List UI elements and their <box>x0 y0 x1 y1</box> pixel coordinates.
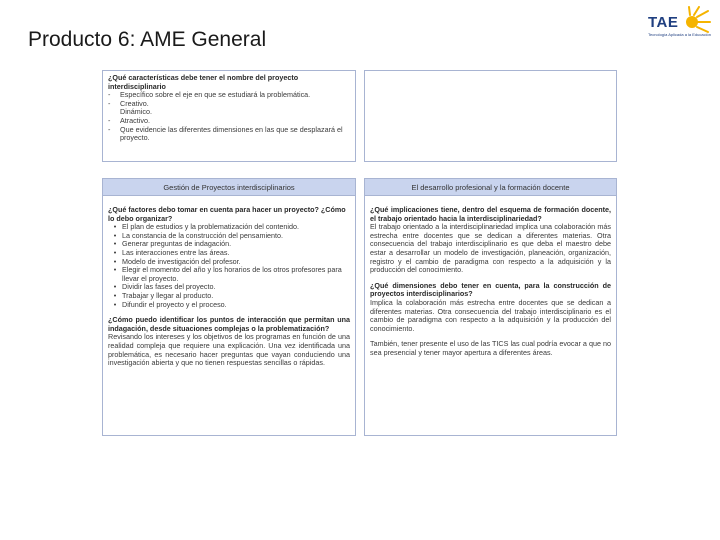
tae-logo <box>648 4 718 38</box>
sun-icon <box>682 6 712 34</box>
nombre-proyecto-box <box>102 70 356 162</box>
list-item: • Difundir el proyecto y el proceso. <box>113 299 227 309</box>
list-item: • Trabajar y llegar al producto. <box>113 290 214 300</box>
empty-box <box>364 70 617 162</box>
desarrollo-profesional-box <box>364 178 617 436</box>
list-item: • Modelo de investigación del profesor. <box>113 256 241 266</box>
logo-subtitle: Tecnología Aplicada a la Educación <box>648 32 711 37</box>
list-item: Dinámico. <box>120 107 152 117</box>
question: ¿Qué factores debo tomar en cuenta para hacer un proyecto? ¿Cómo lo debo organizar? <box>108 205 346 223</box>
list-item: • Dividir las fases del proyecto. <box>113 282 216 292</box>
box-header: Gestión de Proyectos interdisciplinarios <box>103 179 355 196</box>
gestion-proyectos-box <box>102 178 356 436</box>
paragraph: También, tener presente el uso de las TICS las cual podría evocar a que no sea presencial y tener mayor apertura a diferentes áreas. <box>370 339 611 357</box>
list-item: - Creativo. <box>108 98 149 108</box>
list-item: • El plan de estudios y la problematización del contenido. <box>113 222 300 232</box>
list-item: • La constancia de la construcción del pensamiento. <box>113 230 284 240</box>
paragraph: Implica la colaboración más estrecha entre docentes que se dedican a diferentes materias. Otra consecuencia del trabajo interdisciplinario es el cambio de paradigma con respecto a la adquisición y la producción del conocimiento. <box>370 297 611 333</box>
question: ¿Cómo puedo identificar los puntos de interacción que permitan una indagación, desde situaciones complejas o la problematización? <box>108 315 350 333</box>
list-item: - Específico sobre el eje en que se estudiará la problemática. <box>108 90 311 100</box>
question: ¿Qué características debe tener el nombre del proyecto interdisciplinario <box>108 73 299 91</box>
list-item: - Que evidencie las diferentes dimensiones en las que se desplazará el proyecto. <box>108 124 343 143</box>
list-item: - Atractivo. <box>108 115 150 125</box>
logo-text: TAE <box>648 14 679 31</box>
list-item: • Elegir el momento del año y los horarios de los otros profesores para llevar el proyecto. <box>113 265 342 283</box>
question: ¿Qué dimensiones debo tener en cuenta, para la construcción de proyectos interdisciplinarios? <box>370 280 611 299</box>
list-item: • Generar preguntas de indagación. <box>113 239 232 249</box>
paragraph: El trabajo orientado a la interdisciplinariedad implica una colaboración más estrecha entre docentes que se dedican a diferentes materias. Otra consecuencia del trabajo interdisciplinario es que deba el maestro debe estar a desarrollar un modelo de investigación, planeación, organización, registro y el cambio de paradigma con respecto a la adquisición y la producción del conocimiento. <box>370 222 611 275</box>
slide-title: Producto 6: AME General <box>28 28 267 51</box>
box-header: El desarrollo profesional y la formación docente <box>365 179 616 196</box>
list-item: • Las interacciones entre las áreas. <box>113 247 230 257</box>
paragraph: Revisando los intereses y los objetivos de los programas en función de una realidad compleja que requiere una explicación. Una vez identificada una problemática, es necesario hacer preguntas que vayan conduciendo una investigación abierta y que no tienen respuestas sencillas o rápidas. <box>108 332 350 368</box>
question: ¿Qué implicaciones tiene, dentro del esquema de formación docente, el trabajo orientado hacia la interdisciplinariedad? <box>370 205 611 223</box>
